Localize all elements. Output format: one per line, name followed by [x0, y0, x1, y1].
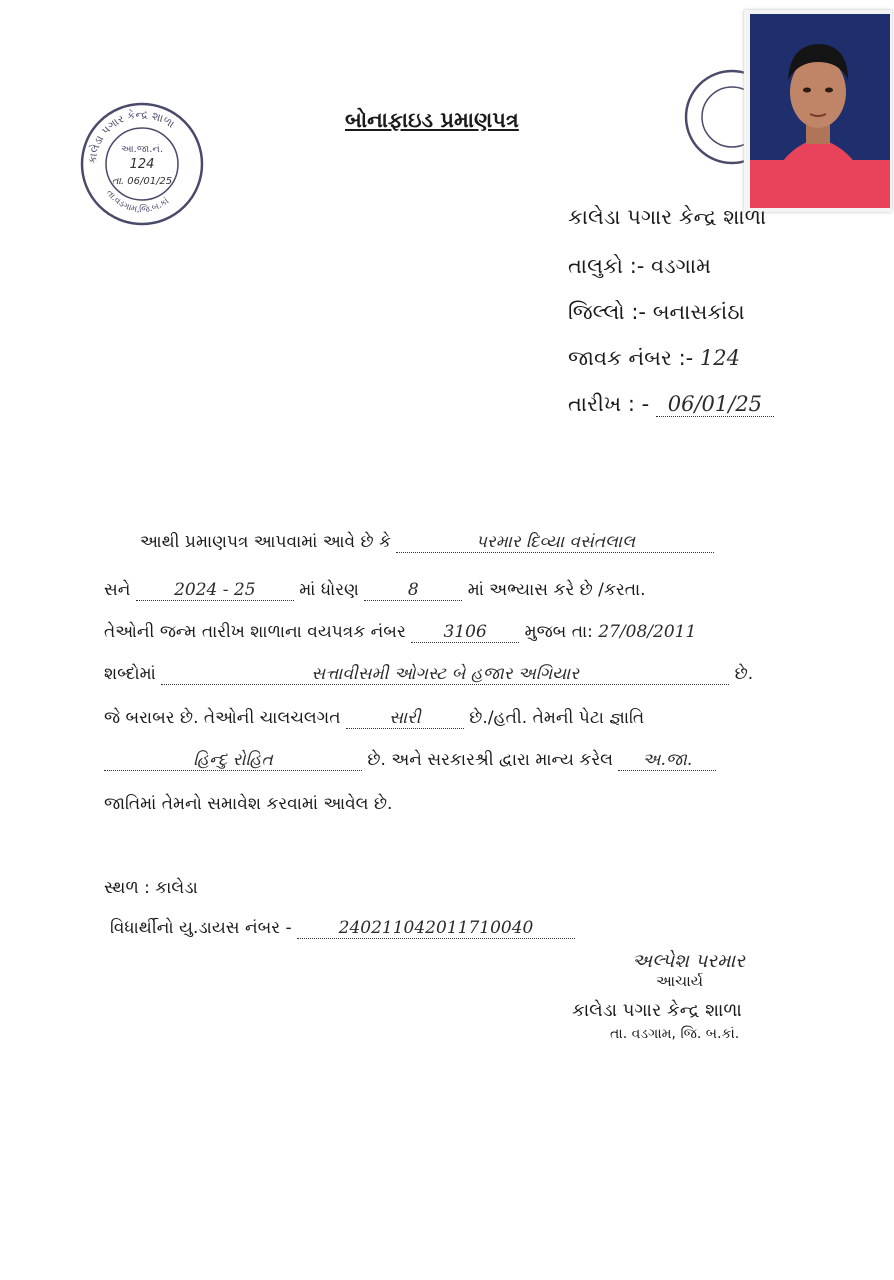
- date-label: તારીખ : -: [568, 392, 650, 416]
- district-line: [568, 300, 745, 325]
- taluka-value: વડગામ: [651, 254, 711, 278]
- date-line: [568, 392, 774, 417]
- student-name: પરમાર દિવ્યા વસંતલાલ: [396, 532, 714, 553]
- body-l2-b: માં ધોરણ: [299, 580, 359, 600]
- body-l5-b: છે./હતી. તેમની પેટા જ્ઞાતિ: [469, 708, 645, 728]
- outward-value: 124: [699, 346, 741, 370]
- taluka-label: તાલુકો :-: [568, 254, 645, 278]
- place-value: કાલેડા: [155, 878, 198, 898]
- category: અ.જા.: [618, 750, 716, 771]
- body-l3-a: તેઓની જન્મ તારીખ શાળાના વયપત્રક નંબર: [104, 622, 406, 642]
- body-l3-b: મુજબ તા:: [524, 622, 593, 642]
- body-l2-c: માં અભ્યાસ કરે છે /કરતા.: [467, 580, 646, 600]
- body-line-7: જાતિમાં તેમનો સમાવેશ કરવામાં આવેલ છે.: [104, 794, 393, 814]
- stamp-inner-label: આ.જા.નં.: [120, 144, 164, 155]
- district-label: જિલ્લો :-: [568, 300, 646, 324]
- stamp-ring-text: કાલેડા પગાર કેન્દ્ર શાળા: [85, 107, 177, 165]
- register-number: 3106: [411, 622, 519, 643]
- taluka-line: [568, 254, 711, 279]
- body-line-5: [104, 708, 644, 729]
- udise-label: વિધાર્થીનો યુ.ડાયસ નંબર -: [110, 918, 292, 938]
- birth-date: 27/08/2011: [598, 622, 697, 642]
- principal-role: આચાર્ય: [656, 972, 704, 990]
- district-value: બનાસકાંઠા: [652, 300, 745, 324]
- udise-line: [110, 918, 575, 939]
- place-label: સ્થળ :: [104, 878, 150, 898]
- student-portrait-image: [744, 10, 892, 212]
- body-line-6: [104, 750, 716, 771]
- standard: 8: [364, 580, 462, 601]
- body-l6-a: છે. અને સરકારશ્રી દ્વારા માન્ય કરેલ: [367, 750, 613, 770]
- outward-label: જાવક નંબર :-: [568, 346, 694, 370]
- sub-caste: હિન્દુ રોહિત: [104, 750, 362, 771]
- body-line-1: [140, 532, 714, 553]
- conduct: સારી: [346, 708, 464, 729]
- date-value: 06/01/25: [656, 392, 774, 417]
- body-l5-a: જે બરાબર છે. તેઓની ચાલચલગત: [104, 708, 341, 728]
- svg-text:તા.વડગામ,જિ.બ.કાં: [104, 188, 171, 215]
- body-l1-prefix: આથી પ્રમાણપત્ર આપવામાં આવે છે કે: [140, 532, 391, 552]
- stamp-bottom-text: તા.વડગામ,જિ.બ.કાં: [104, 188, 172, 216]
- stamp-inner-number: 124: [129, 157, 155, 172]
- principal-signature: અલ્પેશ પરમાર: [632, 950, 745, 972]
- school-name: કાલેડા પગાર કેન્દ્ર શાળા: [568, 205, 767, 229]
- body-l2-a: સને: [104, 580, 131, 600]
- udise-number: 240211042011710040: [297, 918, 575, 939]
- stamp-inner-date: તા. 06/01/25: [111, 176, 173, 187]
- body-line-4: [104, 664, 753, 685]
- signature-school: કાલેડા પગાર કેન્દ્ર શાળા: [572, 1000, 742, 1021]
- svg-text:કાલેડા પગાર કેન્દ્ર શાળા: [86, 108, 177, 165]
- certificate-title: બોનાફાઇડ પ્રમાણપત્ર: [345, 108, 519, 132]
- outward-line: [568, 346, 740, 371]
- place-line: [104, 878, 198, 898]
- left-school-stamp: [78, 100, 206, 228]
- body-line-3: [104, 622, 696, 643]
- signature-place: તા. વડગામ, જિ. બ.કાં.: [610, 1026, 740, 1042]
- student-photo: [744, 10, 892, 212]
- body-line-2: [104, 580, 646, 601]
- academic-year: 2024 - 25: [136, 580, 294, 601]
- body-l4-b: છે.: [734, 664, 754, 684]
- birth-date-words: સત્તાવીસમી ઓગસ્ટ બે હજાર અગિયાર: [161, 664, 729, 685]
- body-l4-a: શબ્દોમાં: [104, 664, 156, 684]
